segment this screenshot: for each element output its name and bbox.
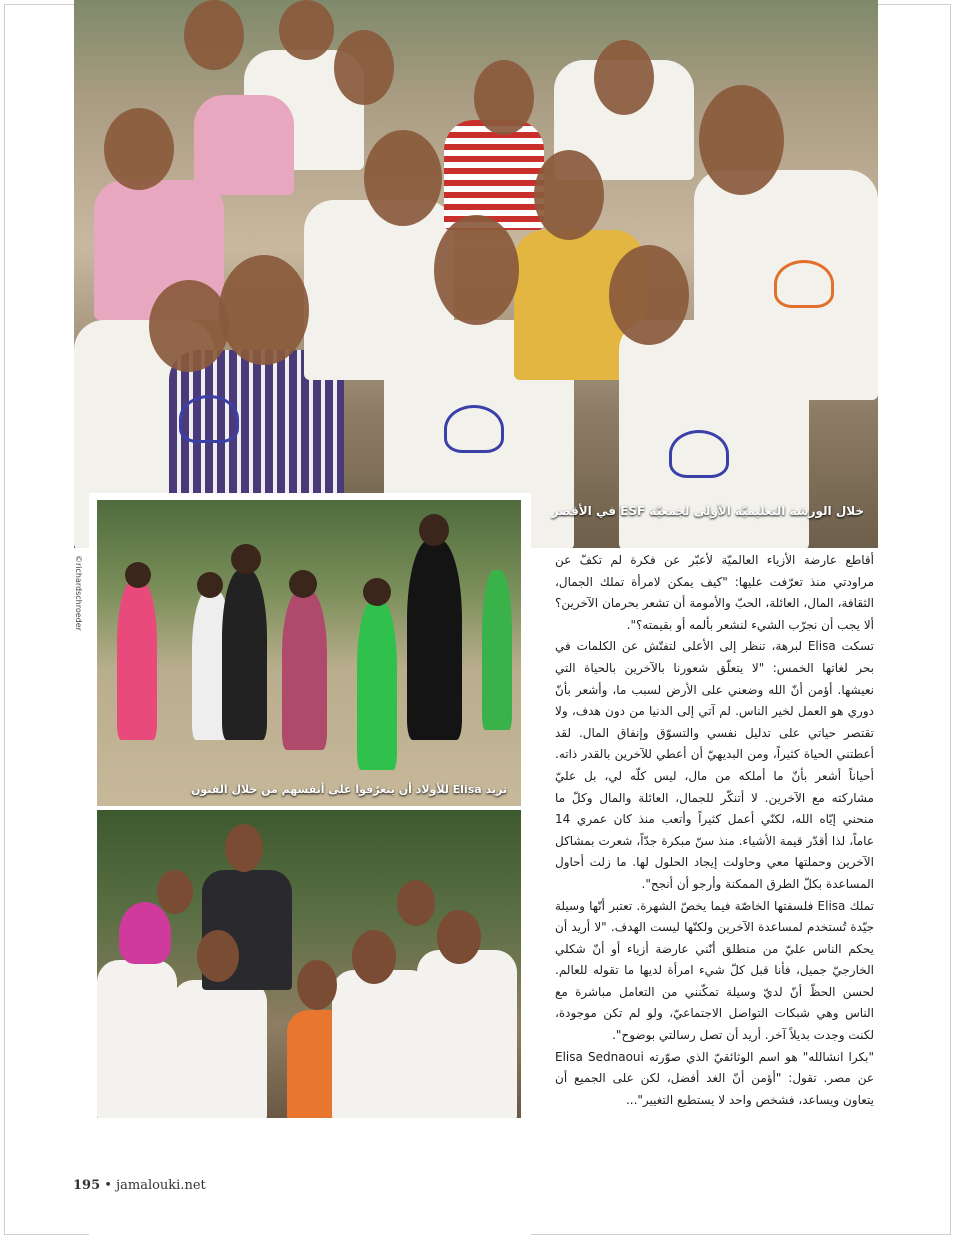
music-face [297, 960, 337, 1010]
footer-site: jamalouki.net [116, 1178, 206, 1193]
page-number: 195 [73, 1178, 101, 1193]
dance-head [419, 514, 449, 546]
article-paragraph: تملك Elisa فلسفتها الخاصّة فيما يخصّ الشهرة. تعتبر أنّها وسيلة جيّدة تُستخدم لمساعدة الآخرين ولكنّها ليست الهدف. "لا أريد أن يحكم الناس عليّ من منطلق أنّني عارضة أزياء أو أنّ شكلي الخارجيّ جميل، فأنا قبل كلّ شيء امرأة لديها ما تقوله للعالم. لحسن الحظّ أنّ لديّ وسيلة تمكّنني من التعامل مباشرة مع الناس وهي شبكات التواصل الاجتماعيّ، ولو لم تكن موجودة، لكنت وجدت بديلاً آخر. أريد أن تصل رسالتي بوضوح". [555, 898, 874, 1043]
music-face [225, 824, 263, 872]
footer-separator: • [104, 1178, 112, 1193]
music-face [197, 930, 239, 982]
hero-face [184, 0, 244, 70]
article-body [555, 550, 874, 1111]
hero-face [279, 0, 334, 60]
music-face [437, 910, 481, 964]
dance-figure [222, 570, 267, 740]
page-footer [73, 1178, 206, 1193]
article-paragraph: أقاطع عارضة الأزياء العالميّة لأعبّر عن فكرة لم تكفّ عن مراودتي منذ تعرّفت عليها: "كيف يمكن لامرأة تملك الجمال، الثقافة، المال، العائلة، الحبّ والأمومة أن تشعر بحرمان الآخرين؟ ألا يجب أن نجرّب الشيء لنشعر بألمه أو بقيمته؟". [555, 553, 874, 632]
dance-figure [117, 580, 157, 740]
dance-head [125, 562, 151, 588]
music-face [352, 930, 396, 984]
dance-figure [482, 570, 512, 730]
hero-face [364, 130, 442, 226]
hero-photo [74, 0, 878, 548]
hero-face [434, 215, 519, 325]
hero-face [609, 245, 689, 345]
foundation-logo [179, 395, 239, 443]
music-hijab [119, 902, 171, 964]
photo-credit [71, 555, 83, 675]
dance-head [363, 578, 391, 606]
hero-caption: خلال الورشة التعليميّة الأولى لجمعيّة ESF في الأقصر [551, 504, 864, 518]
dance-head [289, 570, 317, 598]
music-figure [97, 960, 177, 1118]
music-figure [172, 980, 267, 1118]
foundation-logo [669, 430, 729, 478]
hero-face [334, 30, 394, 105]
photo-credit-text: ©richardschroeder [74, 555, 83, 631]
foundation-logo [774, 260, 834, 308]
hero-face [104, 108, 174, 190]
hero-face [149, 280, 229, 372]
article-paragraph: "بكرا انشالله" هو اسم الوثائقيّ الذي صوّرته Elisa Sednaoui عن مصر. تقول: "أؤمن أنّ الغد أفضل، لكن على الجميع أن يتعاون ويساعد، فشخص واحد لا يستطيع التغيير"... [555, 1049, 874, 1107]
hero-figure [194, 95, 294, 195]
dance-figure [282, 590, 327, 750]
foundation-logo [444, 405, 504, 453]
hero-face [534, 150, 604, 240]
hero-face [219, 255, 309, 365]
dance-figure [357, 600, 397, 770]
hero-figure [444, 120, 544, 230]
music-face [397, 880, 435, 926]
dance-head [197, 572, 223, 598]
music-figure [417, 950, 517, 1118]
article-paragraph: تسكت Elisa لبرهة، تنظر إلى الأعلى لتفتّش عن الكلمات في بحر لغاتها الخمس: "لا يتعلّق شعورنا بالآخرين بالحياة التي نعيشها. أؤمن أنّ الله وضعني على الأرض لسبب ما، وأشعر بأنّ دوري هو العمل لخير الناس. لم آتي إلى الدنيا من دون هدف، ولا تقتصر حياتي على تدليل نفسي والتسوّق وإنفاق المال. لقد أعطتني الحياة كثيراً، ومن البديهيّ أن أعطي للآخرين بالقدر ذاته. أحياناً أشعر بأنّ ما أملكه من مال، ليس كلّه لي، بل عليّ مشاركته مع الآخرين. لا أتنكّر للجمال، العائلة والمال وكلّ ما منحني إيّاه الله، لكنّي أعمل كثيراً وأتعب منذ كان عمري 14 عاماً، لذا أقدّر قيمة الأشياء. منذ سنّ مبكرة جدّاً، شعرت بمشاكل الآخرين وحملتها معي وحاولت إيجاد الحلول لها. ما زلت أحاول المساعدة بكلّ الطرق الممكنة وأرجو أن أنجح". [555, 639, 874, 891]
dance-photo [97, 500, 521, 806]
hero-face [699, 85, 784, 195]
music-face [157, 870, 193, 914]
dance-head [231, 544, 261, 574]
dance-figure [407, 540, 462, 740]
harmonica-photo [97, 810, 521, 1118]
dance-photo-caption: تريد Elisa للأولاد أن يتعرّفوا على أنفسهم من خلال الفنون [191, 783, 507, 796]
hero-face [474, 60, 534, 135]
hero-face [594, 40, 654, 115]
